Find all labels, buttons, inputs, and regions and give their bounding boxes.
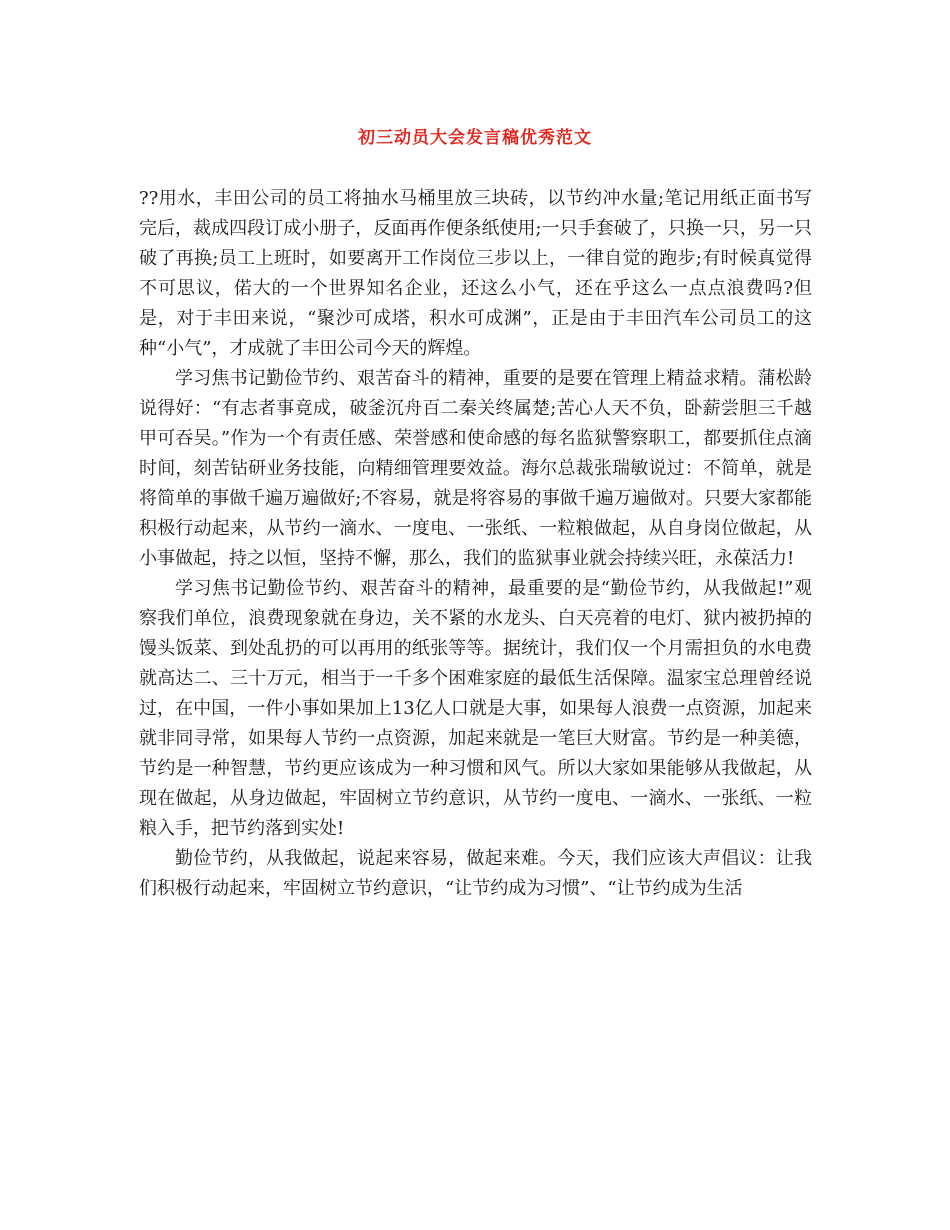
paragraph-1: ??用水，丰田公司的员工将抽水马桶里放三块砖，以节约冲水量;笔记用纸正面书写完后，裁成四段订成小册子，反面再作便条纸使用;一只手套破了，只换一只，另一只破了再换;员工上班时，如要离开工作岗位三步以上，一律自觉的跑步;有时候真觉得不可思议，偌大的一个世界知名企业，还这么小气，还在乎这么一点点浪费吗?但是，对于丰田来说，“聚沙可成塔，积水可成渊”，正是由于丰田汽车公司员工的这种“小气”，才成就了丰田公司今天的辉煌。 [139,188,812,359]
paragraph-4: 勤俭节约，从我做起，说起来容易，做起来难。今天，我们应该大声倡议：让我们积极行动起来，牢固树立节约意识，“让节约成为习惯”、“让节约成为生活 [139,848,812,899]
document-title: 初三动员大会发言稿优秀范文 [358,128,592,148]
paragraph-3: 学习焦书记勤俭节约、艰苦奋斗的精神，最重要的是“勤俭节约，从我做起!”观察我们单位，浪费现象就在身边，关不紧的水龙头、白天亮着的电灯、狱内被扔掉的馒头饭菜、到处乱扔的可以再用的纸张等等。据统计，我们仅一个月需担负的水电费就高达二、三十万元，相当于一千多个困难家庭的最低生活保障。温家宝总理曾经说过，在中国，一件小事如果加上13亿人口就是大事，如果每人浪费一点资源，加起来就非同寻常，如果每人节约一点资源，加起来就是一笔巨大财富。节约是一种美德，节约是一种智慧，节约更应该成为一种习惯和风气。所以大家如果能够从我做起，从现在做起，从身边做起，牢固树立节约意识，从节约一度电、一滴水、一张纸、一粒粮入手，把节约落到实处! [139,578,812,839]
document-body [139,184,812,904]
paragraph-2: 学习焦书记勤俭节约、艰苦奋斗的精神，重要的是要在管理上精益求精。蒲松龄说得好：“有志者事竟成，破釜沉舟百二秦关终属楚;苦心人天不负，卧薪尝胆三千越甲可吞吴。”作为一个有责任感、荣誉感和使命感的每名监狱警察职工，都要抓住点滴时间，刻苦钻研业务技能，向精细管理要效益。海尔总裁张瑞敏说过：不简单，就是将简单的事做千遍万遍做好;不容易，就是将容易的事做千遍万遍做对。只要大家都能积极行动起来，从节约一滴水、一度电、一张纸、一粒粮做起，从自身岗位做起，从小事做起，持之以恒，坚持不懈，那么，我们的监狱事业就会持续兴旺，永葆活力! [139,368,812,569]
